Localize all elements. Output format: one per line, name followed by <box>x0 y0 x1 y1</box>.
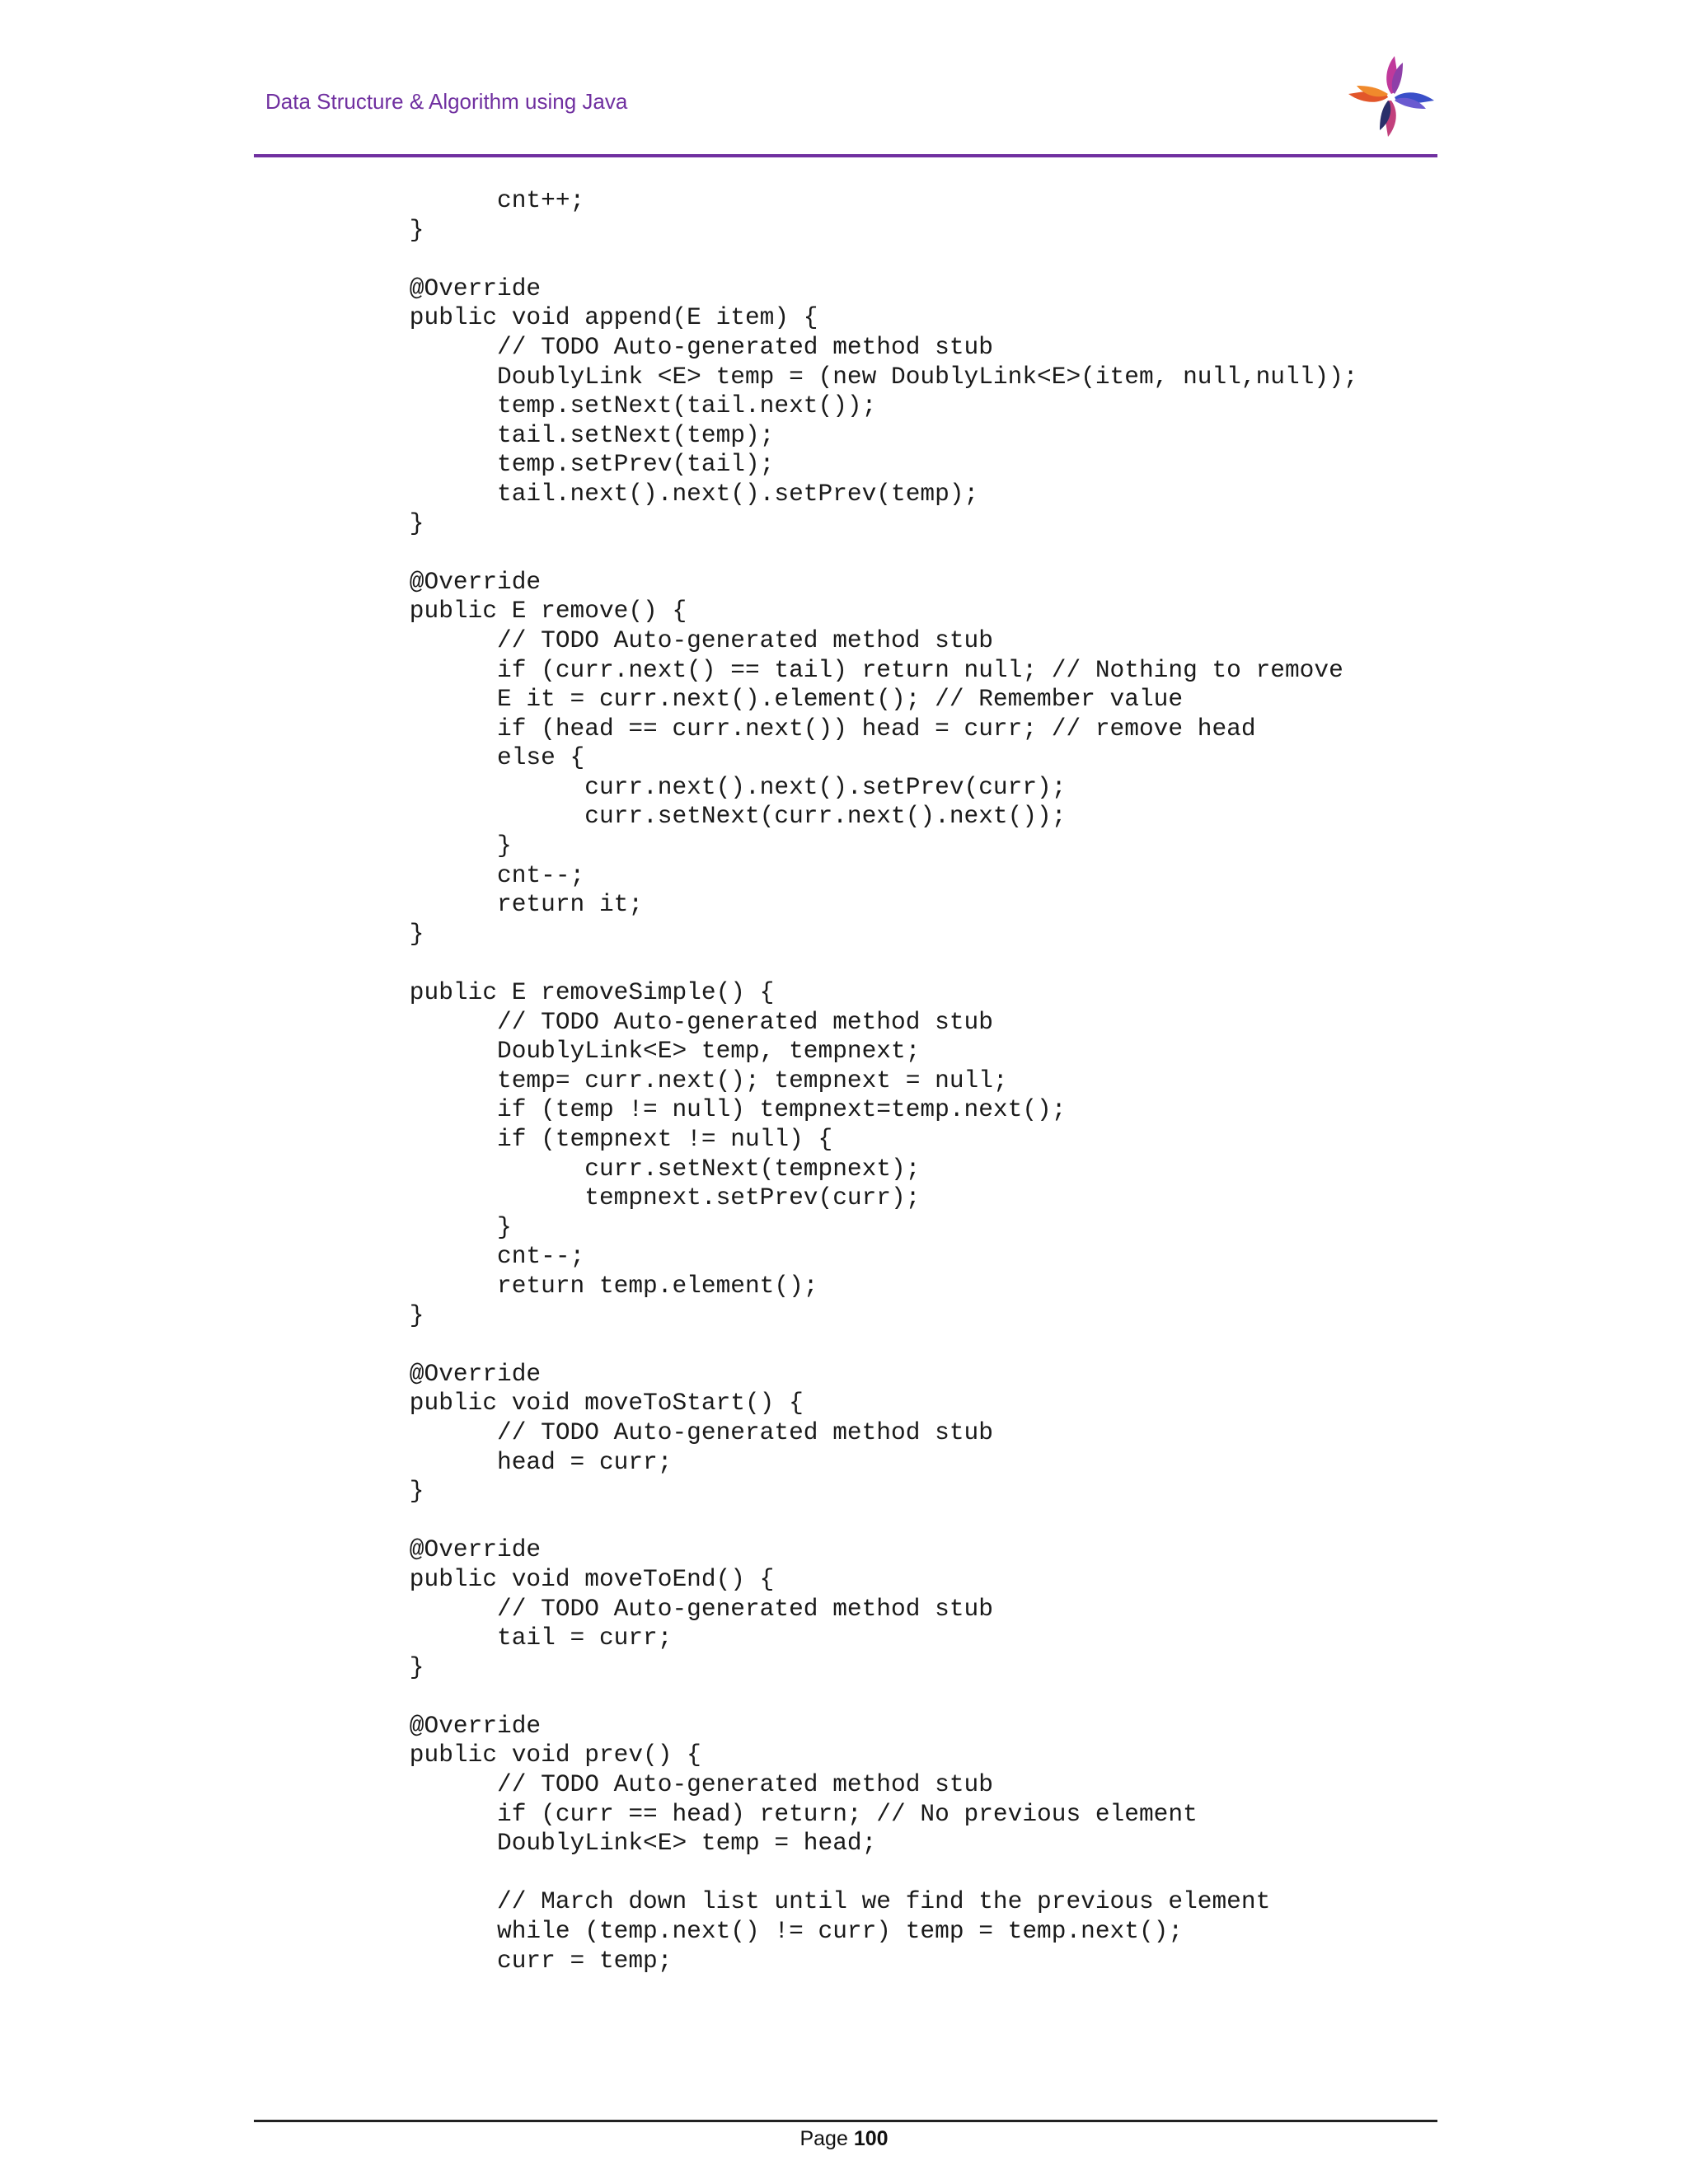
code-line: if (curr == head) return; // No previous element <box>351 1799 1198 1828</box>
code-line: public E removeSimple() { <box>351 978 775 1007</box>
code-line: // TODO Auto-generated method stub <box>351 1007 993 1036</box>
code-line: else { <box>351 743 585 772</box>
code-line: } <box>351 1301 424 1329</box>
header-title: Data Structure & Algorithm using Java <box>265 89 628 114</box>
code-line: public void moveToStart() { <box>351 1389 804 1418</box>
code-line: temp= curr.next(); tempnext = null; <box>351 1066 1008 1094</box>
code-line: @Override <box>351 1359 542 1388</box>
code-line: } <box>351 509 424 537</box>
code-line: curr.setNext(tempnext); <box>351 1154 921 1183</box>
code-line: E it = curr.next().element(); // Remember value <box>351 685 1184 714</box>
code-line: DoublyLink<E> temp = head; <box>351 1829 877 1858</box>
code-line <box>351 1330 1358 1360</box>
code-line: tail.next().next().setPrev(temp); <box>351 479 979 508</box>
code-line: tail = curr; <box>351 1624 673 1652</box>
code-line: curr.next().next().setPrev(curr); <box>351 772 1067 801</box>
code-line: public void prev() { <box>351 1741 701 1769</box>
code-line <box>351 1858 1358 1888</box>
footer-rule <box>254 2120 1437 2122</box>
code-line: while (temp.next() != curr) temp = temp.next(); <box>351 1917 1184 1946</box>
code-line: @Override <box>351 1711 542 1740</box>
page-number <box>0 2126 1688 2151</box>
code-line: // TODO Auto-generated method stub <box>351 1770 993 1799</box>
code-line: cnt--; <box>351 1242 585 1271</box>
code-line: DoublyLink <E> temp = (new DoublyLink<E>(item, null,null)); <box>351 362 1358 391</box>
code-line: temp.setPrev(tail); <box>351 450 775 479</box>
code-line: } <box>351 1477 424 1506</box>
code-line: // TODO Auto-generated method stub <box>351 332 993 361</box>
code-line: } <box>351 1652 424 1681</box>
code-line: public void append(E item) { <box>351 303 818 332</box>
code-line: cnt++; <box>351 186 585 214</box>
code-line: } <box>351 832 512 860</box>
code-line <box>351 1507 1358 1536</box>
code-line: // March down list until we find the previous element <box>351 1887 1271 1916</box>
code-line: tail.setNext(temp); <box>351 420 775 449</box>
code-line: if (temp != null) tempnext=temp.next(); <box>351 1095 1067 1124</box>
code-line: curr = temp; <box>351 1946 673 1975</box>
code-listing <box>351 186 1358 1975</box>
header-rule <box>254 154 1437 157</box>
code-line: // TODO Auto-generated method stub <box>351 1594 993 1623</box>
code-line: if (tempnext != null) { <box>351 1125 833 1153</box>
code-line: @Override <box>351 1535 542 1564</box>
code-line: DoublyLink<E> temp, tempnext; <box>351 1037 921 1066</box>
pinwheel-logo-icon <box>1343 51 1439 142</box>
code-line: @Override <box>351 567 542 596</box>
code-line: } <box>351 215 424 244</box>
code-line: // TODO Auto-generated method stub <box>351 1418 993 1446</box>
code-line: } <box>351 919 424 948</box>
code-line: tempnext.setPrev(curr); <box>351 1183 921 1212</box>
code-line: head = curr; <box>351 1447 673 1476</box>
code-line: public void moveToEnd() { <box>351 1564 775 1593</box>
code-line: if (curr.next() == tail) return null; // Nothing to remove <box>351 655 1343 684</box>
page-label: Page <box>799 2127 848 2150</box>
page-number-value: 100 <box>853 2127 889 2150</box>
code-line: cnt--; <box>351 860 585 889</box>
code-line: if (head == curr.next()) head = curr; // remove head <box>351 714 1256 743</box>
code-line: temp.setNext(tail.next()); <box>351 391 877 420</box>
code-line: public E remove() { <box>351 597 687 626</box>
code-line <box>351 949 1358 978</box>
code-line: return temp.element(); <box>351 1271 818 1300</box>
code-line <box>351 538 1358 568</box>
code-line: // TODO Auto-generated method stub <box>351 626 993 654</box>
code-line: return it; <box>351 890 644 919</box>
code-line: } <box>351 1212 512 1241</box>
code-line <box>351 245 1358 274</box>
code-line: curr.setNext(curr.next().next()); <box>351 802 1067 831</box>
code-line <box>351 1682 1358 1712</box>
code-line: @Override <box>351 274 542 302</box>
